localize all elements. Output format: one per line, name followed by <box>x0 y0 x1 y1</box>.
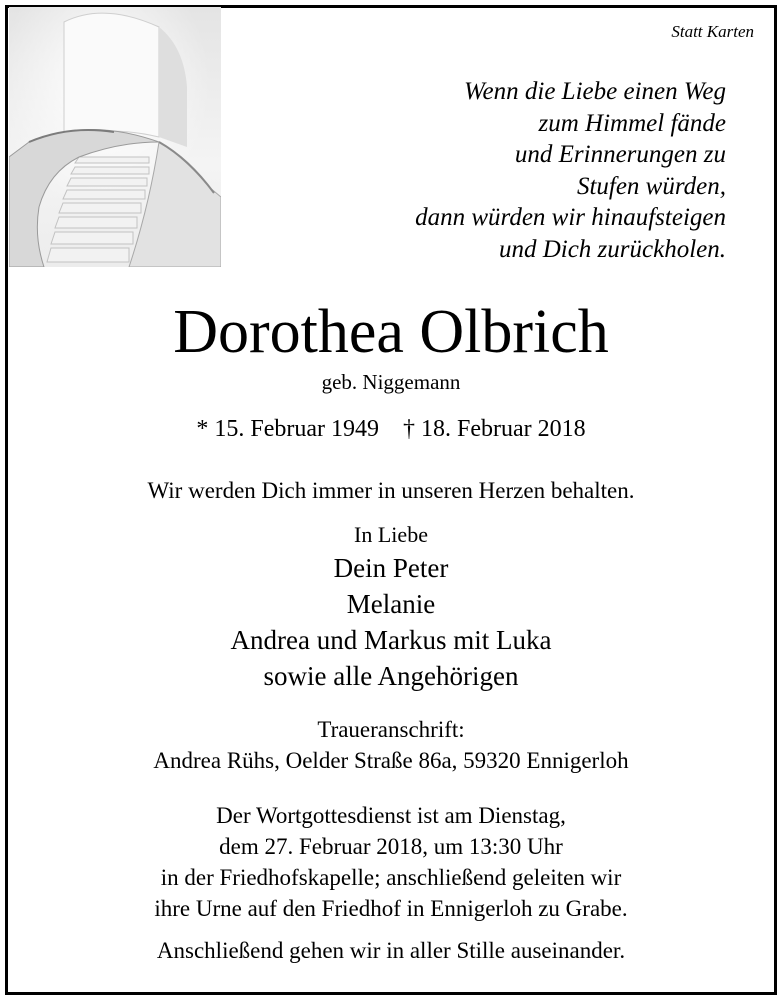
maiden-name: geb. Niggemann <box>321 370 461 394</box>
life-dates <box>0 416 782 443</box>
poem-line: und Erinnerungen zu <box>514 141 726 168</box>
staircase-image <box>9 7 221 267</box>
in-liebe-label: In Liebe <box>354 522 428 547</box>
signer: Dein Peter <box>333 553 449 583</box>
closing-line: Anschließend gehen wir in aller Stille auseinander. <box>156 938 626 963</box>
poem-line: Wenn die Liebe einen Weg <box>464 78 726 105</box>
death-date: † 18. Februar 2018 <box>403 416 586 442</box>
signer: sowie alle Angehörigen <box>263 661 519 691</box>
birth-date: * 15. Februar 1949 <box>196 416 379 442</box>
deceased-name: Dorothea Olbrich <box>173 298 609 366</box>
service-line: in der Friedhofskapelle; anschließend geleiten wir <box>160 865 622 890</box>
mourning-address <box>0 714 782 776</box>
signer: Melanie <box>346 589 436 619</box>
memorial-poem <box>306 76 726 265</box>
poem-line: zum Himmel fände <box>538 109 726 137</box>
service-line: dem 27. Februar 2018, um 13:30 Uhr <box>219 834 563 859</box>
statt-karten-label: Statt Karten <box>671 22 754 41</box>
motto-line: Wir werden Dich immer in unseren Herzen behalten. <box>147 478 635 503</box>
signer: Andrea und Markus mit Luka <box>230 625 552 655</box>
address-value: Andrea Rühs, Oelder Straße 86a, 59320 Ennigerloh <box>153 748 629 773</box>
service-line: ihre Urne auf den Friedhof in Ennigerloh zu Grabe. <box>154 896 628 921</box>
service-info <box>0 800 782 924</box>
poem-line: Stufen würden, <box>576 172 726 200</box>
address-label: Traueranschrift: <box>317 717 465 742</box>
service-line: Der Wortgottesdienst ist am Dienstag, <box>216 803 566 828</box>
poem-line: dann würden wir hinaufsteigen <box>415 204 726 231</box>
poem-line: und Dich zurückholen. <box>498 235 726 263</box>
signers-list <box>0 550 782 694</box>
